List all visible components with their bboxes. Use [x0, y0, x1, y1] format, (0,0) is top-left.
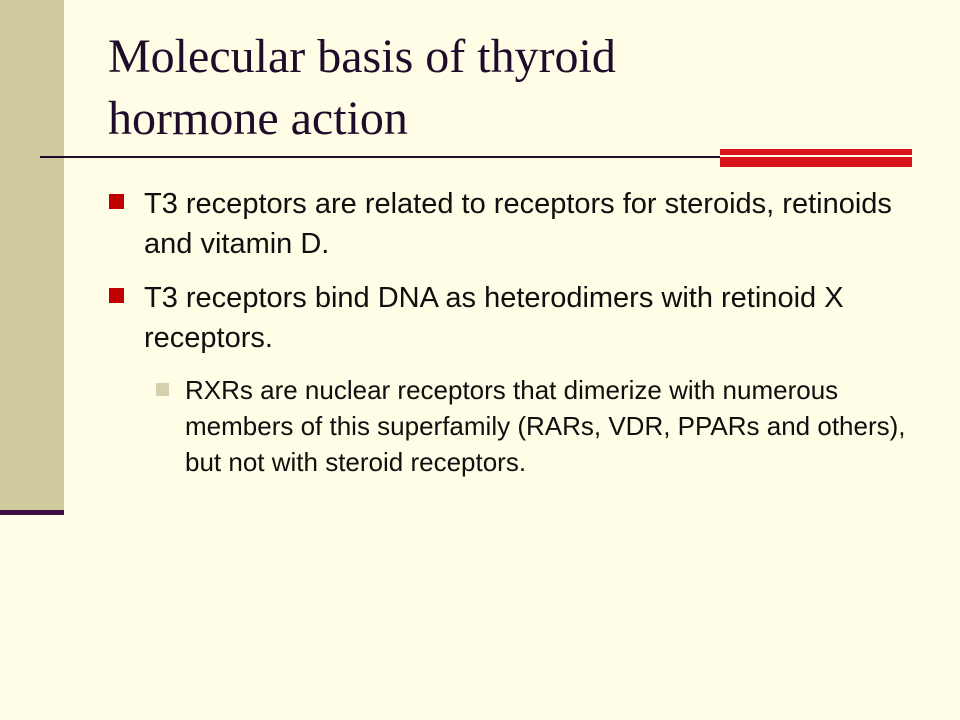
- sub-bullet-text: RXRs are nuclear receptors that dimerize with numerous members of this superfamily (RARs, VDR, PPARs and others), but not with steroid receptors.: [185, 375, 906, 477]
- bullet-item: [108, 184, 908, 264]
- side-band-rule: [0, 510, 64, 515]
- square-bullet-icon: [109, 288, 124, 303]
- bullet-text: T3 receptors bind DNA as heterodimers with retinoid X receptors.: [144, 282, 844, 354]
- sub-bullet-item: [148, 372, 908, 480]
- slide-title-line-2: hormone action: [108, 92, 408, 145]
- square-bullet-icon: [109, 194, 124, 209]
- bullet-text: T3 receptors are related to receptors for steroids, retinoids and vitamin D.: [144, 188, 892, 260]
- title-underline: [40, 156, 720, 158]
- red-accent-bar-gap: [720, 155, 912, 157]
- slide-title-line-1: Molecular basis of thyroid: [108, 30, 616, 83]
- slide-body: [108, 184, 908, 480]
- slide-title: [108, 26, 928, 150]
- square-sub-bullet-icon: [156, 383, 169, 396]
- bullet-item: [108, 278, 908, 358]
- red-accent-bar: [720, 149, 912, 167]
- decorative-side-band: [0, 0, 64, 512]
